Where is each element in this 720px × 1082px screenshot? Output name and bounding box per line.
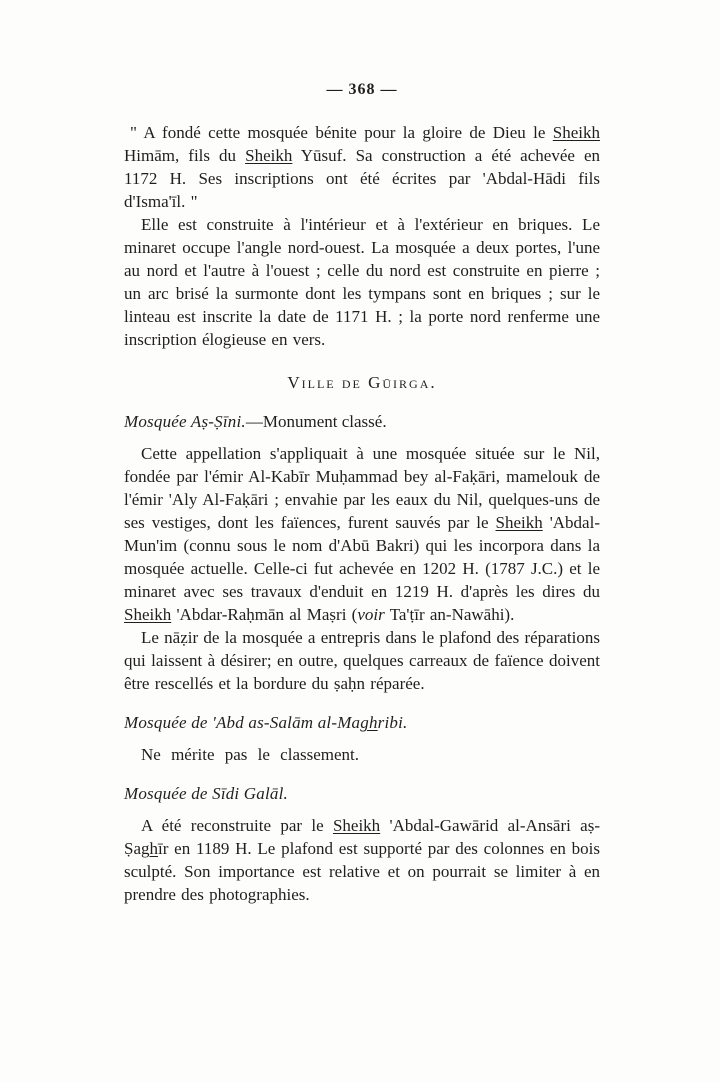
mosque-entry-paragraph: Le nāẓir de la mosquée a entrepris dans le plafond des réparations qui laissent à désirer; en outre, quelques carreaux de faïence doivent être rescellés et la bordure du ṣaḥn réparée.: [124, 628, 600, 693]
page-number: — 368 —: [326, 81, 398, 98]
construction-paragraph: Elle est construite à l'intérieur et à l'extérieur en briques. Le minaret occupe l'angle nord-ouest. La mosquée a deux portes, l'une au nord et l'autre à l'ouest ; celle du nord est construite en pierre ; un arc brisé la surmonte dont les tympans sont en briques ; sur le linteau est inscrite la date de 1171 H. ; la porte nord renferme une inscription élogieuse en vers.: [124, 215, 600, 349]
mosque-entry-paragraph: Ne mérite pas le classement.: [141, 745, 360, 764]
mosque-entry-paragraph: A été reconstruite par le Sheikh 'Abdal-Gawārid al-Ansāri aṣ-Ṣaghīr en 1189 H. Le plafond est supporté par des colonnes en bois sculpté. Son importance est relative et on pourrait se limiter à en prendre des photographies.: [124, 816, 601, 904]
mosque-entry-heading-as-sini: Mosquée Aṣ-Ṣīni.—Monument classé.: [124, 412, 387, 431]
city-section-heading: Ville de Gūirga.: [287, 373, 437, 392]
quote-paragraph: " A fondé cette mosquée bénite pour la gloire de Dieu le Sheikh Himām, fils du Sheikh Yūsuf. Sa construction a été achevée en 1172 H. Ses inscriptions ont été écrites par 'Abdal-Hādi fils d'Isma'īl. ": [124, 123, 601, 211]
mosque-entry-heading-abd-as-salam: Mosquée de 'Abd as-Salām al-Maghribi.: [124, 713, 408, 732]
mosque-entry-paragraph: Cette appellation s'appliquait à une mosquée située sur le Nil, fondée par l'émir Al-Kabīr Muḥammad bey al-Faḳāri, mamelouk de l'émir 'Aly Al-Faḳāri ; envahie par les eaux du Nil, quelques-uns de ses vestiges, dont les faïences, furent sauvés par le Sheikh 'Abdal-Mun'im (connu sous le nom d'Abū Bakri) qui les incorpora dans la mosquée actuelle. Celle-ci fut achevée en 1202 H. (1787 J.C.) et le minaret avec ses travaux d'enduit en 1219 H. d'après les dires du Sheikh 'Abdar-Raḥmān al Maṣri (voir Ta'ṭīr an-Nawāhi).: [124, 444, 600, 624]
mosque-entry-heading-sidi-galal: Mosquée de Sīdi Galāl.: [124, 784, 288, 803]
